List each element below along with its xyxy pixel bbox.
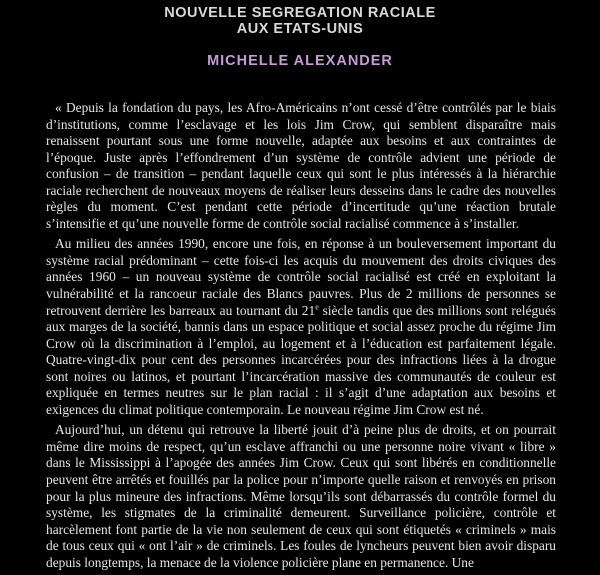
author-name: MICHELLE ALEXANDER (207, 53, 393, 69)
article-header (0, 0, 600, 70)
century-superscript: e (315, 302, 319, 312)
paragraph-2-part-2: siècle tandis que des millions sont relégués aux marges de la société, bannis dans un espace politique et social assez proche du régime Jim Crow où la discrimination à l’emploi, au logement et à l’éducation est parfaitement légale. Quatre-vingt-dix pour cent des personnes incarcérées pour des infractions liées à la drogue sont noires ou latinos, et pourtant l’incarcération massive des communautés de couleur est expliquée en termes neutres sur le plan racial : il s’agit d’une adaptation aux besoins et exigences du climat politique contemporain. Le nouveau régime Jim Crow est né. (46, 302, 557, 417)
paragraph-3: Aujourd’hui, un détenu qui retrouve la liberté jouit d’à peine plus de droits, et on pourrait même dire moins de respect, qu’un esclave affranchi ou une personne noire vivant « libre » dans le Mississippi à l’apogée des années Jim Crow. Ceux qui sont libérés en conditionnelle peuvent être arrêtés et fouillés par la police pour n’importe quelle raison et renvoyés en prison pour la plus mineure des infractions. Même lorsqu’ils sont débarrassés du contrôle formel du système, les stigmates de la criminalité demeurent. Surveillance policière, contrôle et harcèlement font partie de la vie non seulement de ceux qui sont étiquetés « criminels » mais de tous ceux qui « ont l’air » de criminels. Les foules de lyncheurs peuvent bien avoir disparu depuis longtemps, la menace de la violence policière plane en permanence. Une (46, 422, 556, 570)
paragraph-2-part-1: Au milieu des années 1990, encore une fois, en réponse à un bouleversement important du système racial prédominant – cette fois-ci les acquis du mouvement des droits civiques des années 1960 – un nouveau système de contrôle social racialisé est créé en exploitant la vulnérabilité et la rancoeur raciale des Blancs pauvres. Plus de 2 millions de personnes se retrouvent derrière les barreaux au tournant du 21 (46, 236, 556, 318)
article-body (46, 100, 556, 575)
article-title-line-1: NOUVELLE SEGREGATION RACIALE (164, 5, 436, 21)
paragraph-2 (46, 236, 556, 418)
paragraph-1: « Depuis la fondation du pays, les Afro-Américains n’ont cessé d’être contrôlés par le biais d’institutions, comme l’esclavage et les lois Jim Crow, qui semblent disparaître mais renaissent pourtant sous une forme nouvelle, adaptée aux besoins et aux contraintes de l’époque. Juste après l’effondrement d’un système de contrôle advient une période de confusion – de transition – pendant laquelle ceux qui sont le plus intéressés à la hiérarchie raciale recherchent de nouveaux moyens de réaliser leurs desseins dans le cadre des nouvelles règles du moment. C’est pendant cette période d’incertitude qu’une réaction brutale s’intensifie et qu’une nouvelle forme de contrôle social racialisé commence à s’installer. (46, 100, 556, 231)
article-title-line-2: AUX ETATS-UNIS (236, 21, 364, 37)
